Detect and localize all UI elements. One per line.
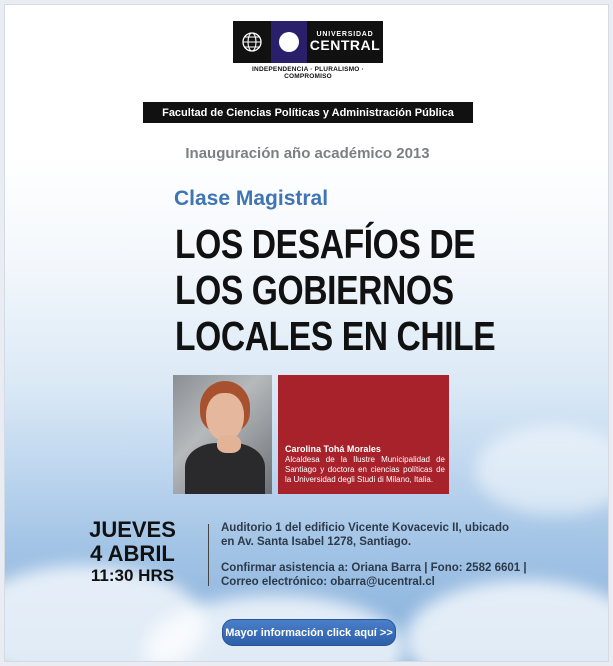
- inauguration-heading: Inauguración año académico 2013: [185, 145, 430, 162]
- event-details: [221, 521, 551, 589]
- logo-big-text: CENTRAL: [309, 37, 381, 53]
- cloud-decoration: [475, 425, 609, 515]
- logo-emblem: [271, 21, 307, 63]
- event-day: JUEVES: [89, 517, 176, 542]
- divider: [208, 524, 209, 586]
- more-info-button[interactable]: Mayor información click aquí >>: [222, 619, 396, 646]
- faculty-banner: Facultad de Ciencias Políticas y Administración Pública: [143, 102, 473, 123]
- event-time: 11:30 HRS: [90, 566, 175, 585]
- circle-icon: [279, 32, 299, 52]
- university-motto: INDEPENDENCIA · PLURALISMO · COMPROMISO: [252, 66, 364, 80]
- event-date-value: 4 ABRIL: [90, 541, 175, 566]
- logo-small-text: UNIVERSIDAD: [316, 31, 374, 38]
- confirm-line: Confirmar asistencia a: Oriana Barra | Fono: 2582 6601 |: [221, 562, 527, 574]
- location-line: Auditorio 1 del edificio Vicente Kovacevic II, ubicado: [221, 522, 509, 534]
- title-line: LOCALES EN CHILE: [175, 313, 496, 359]
- invitation-card: [4, 4, 609, 662]
- speaker-info-box: [278, 375, 449, 494]
- event-date: [75, 518, 190, 586]
- lecture-title: [175, 221, 496, 359]
- class-label: Clase Magistral: [174, 187, 329, 210]
- university-logo: [233, 21, 383, 63]
- speaker-photo: [173, 375, 272, 494]
- logo-wordmark: [307, 21, 383, 63]
- location-line: en Av. Santa Isabel 1278, Santiago.: [221, 536, 412, 548]
- globe-icon: [233, 21, 271, 63]
- speaker-name: Carolina Tohá Morales: [285, 444, 381, 454]
- speaker-description: Alcaldesa de la Ilustre Municipalidad de Santiago y doctora en ciencias políticas de la Universidad degli Studi di Milano, Italia.: [285, 455, 445, 484]
- cloud-decoration: [405, 580, 609, 662]
- email-line: Correo electrónico: obarra@ucentral.cl: [221, 576, 435, 588]
- title-line: LOS DESAFÍOS DE: [175, 221, 476, 267]
- title-line: LOS GOBIERNOS: [175, 267, 454, 313]
